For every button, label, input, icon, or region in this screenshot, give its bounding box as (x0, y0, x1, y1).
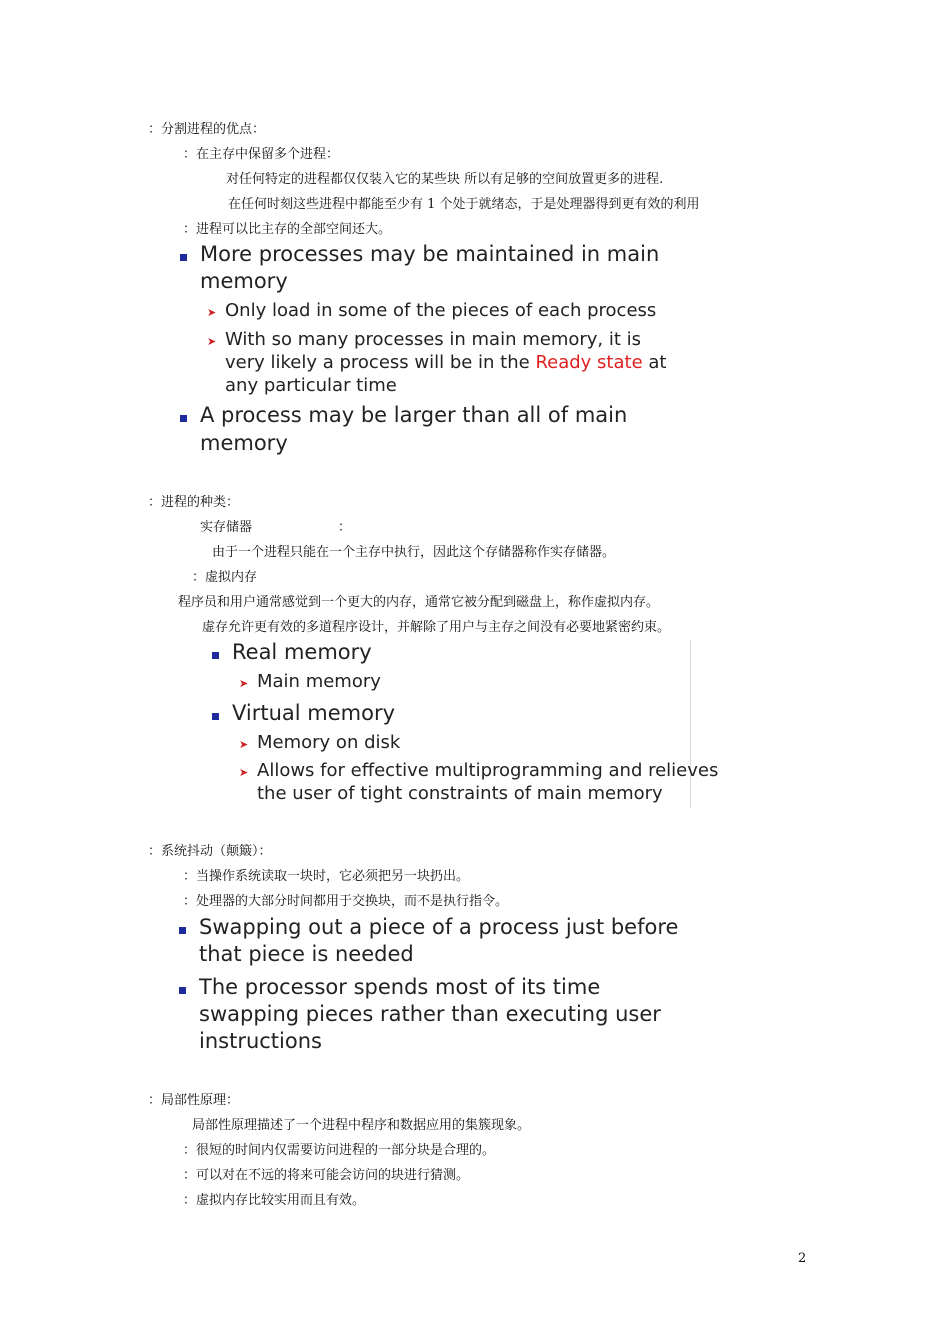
slide2-bullet2-sub2-line2: the user of tight constraints of main memory (257, 783, 663, 804)
page-number: 2 (798, 1251, 807, 1266)
slide3-bullet2-line3: instructions (199, 1029, 322, 1053)
section4-point3: ：虚拟内存比较实用而且有效。 (183, 1193, 366, 1208)
section4-heading: ：局部性原理： (148, 1093, 240, 1108)
section2-real-label: 实存储器 (200, 520, 253, 535)
bullet-square-icon (212, 652, 219, 659)
section1-heading: ：分割进程的优点： (148, 122, 266, 137)
section1-point1-desc-b: 在任何时刻这些进程中都能至少有 1 个处于就绪态，于是处理器得到更有效的利用 (228, 197, 700, 212)
section2-real-colon: ： (338, 520, 352, 535)
slide1-bullet1-line2: memory (200, 269, 288, 293)
section1-point1: ：在主存中保留多个进程： (183, 147, 340, 162)
section2-virtual-label: ：虚拟内存 (192, 570, 258, 585)
section3-heading: ：系统抖动（颠簸）： (148, 844, 272, 859)
arrow-bullet-icon: ➤ (207, 335, 217, 348)
slide2-bullet2-sub1: Memory on disk (257, 732, 401, 753)
slide3-bullet1-line2: that piece is needed (199, 942, 414, 966)
section3-point2: ：处理器的大部分时间都用于交换块，而不是执行指令。 (183, 894, 509, 909)
slide2-bullet2-sub2-line1: Allows for effective multiprogramming and relieves (257, 760, 719, 781)
slide3-bullet1-line1: Swapping out a piece of a process just before (199, 915, 679, 939)
slide1-bullet1-line1: More processes may be maintained in main (200, 242, 660, 266)
slide1-sub2-line1: With so many processes in main memory, it is (225, 329, 642, 350)
section1-point2: ：进程可以比主存的全部空间还大。 (183, 222, 392, 237)
section3-point1: ：当操作系统读取一块时，它必须把另一块扔出。 (183, 869, 470, 884)
slide3-bullet2-line1: The processor spends most of its time (199, 975, 601, 999)
arrow-bullet-icon: ➤ (239, 738, 249, 751)
slide1-bullet2-line1: A process may be larger than all of main (200, 403, 628, 427)
arrow-bullet-icon: ➤ (239, 766, 249, 779)
section2-virtual-desc-b: 虚存允许更有效的多道程序设计，并解除了用户与主存之间没有必要地紧密约束。 (202, 620, 671, 635)
slide3-bullet2-line2: swapping pieces rather than executing user (199, 1002, 661, 1026)
section2-real-desc: 由于一个进程只能在一个主存中执行，因此这个存储器称作实存储器。 (212, 545, 616, 560)
bullet-square-icon (212, 713, 219, 720)
section4-desc: 局部性原理描述了一个进程中程序和数据应用的集簇现象。 (192, 1118, 531, 1133)
section4-point1: ：很短的时间内仅需要访问进程的一部分块是合理的。 (183, 1143, 496, 1158)
slide2-bullet1: Real memory (232, 640, 372, 664)
bullet-square-icon (180, 254, 187, 261)
arrow-bullet-icon: ➤ (239, 677, 249, 690)
bullet-square-icon (179, 927, 186, 934)
slide1-sub2-line2: very likely a process will be in the Ready state at (225, 352, 667, 373)
slide1-sub2-line3: any particular time (225, 375, 397, 396)
slide2-bullet2: Virtual memory (232, 701, 396, 725)
ready-state-text: Ready state (535, 352, 643, 373)
section2-virtual-desc-a: 程序员和用户通常感觉到一个更大的内存，通常它被分配到磁盘上，称作虚拟内存。 (178, 595, 660, 610)
section2-heading: ：进程的种类： (148, 495, 240, 510)
arrow-bullet-icon: ➤ (207, 306, 217, 319)
bullet-square-icon (179, 987, 186, 994)
bullet-square-icon (180, 415, 187, 422)
slide1-bullet2-line2: memory (200, 431, 288, 455)
slide-edge-line (690, 640, 691, 808)
slide1-sub1: Only load in some of the pieces of each process (225, 300, 657, 321)
section4-point2: ：可以对在不远的将来可能会访问的块进行猜测。 (183, 1168, 470, 1183)
section1-point1-desc-a: 对任何特定的进程都仅仅装入它的某些块 所以有足够的空间放置更多的进程. (226, 172, 664, 187)
slide2-bullet1-sub1: Main memory (257, 671, 381, 692)
